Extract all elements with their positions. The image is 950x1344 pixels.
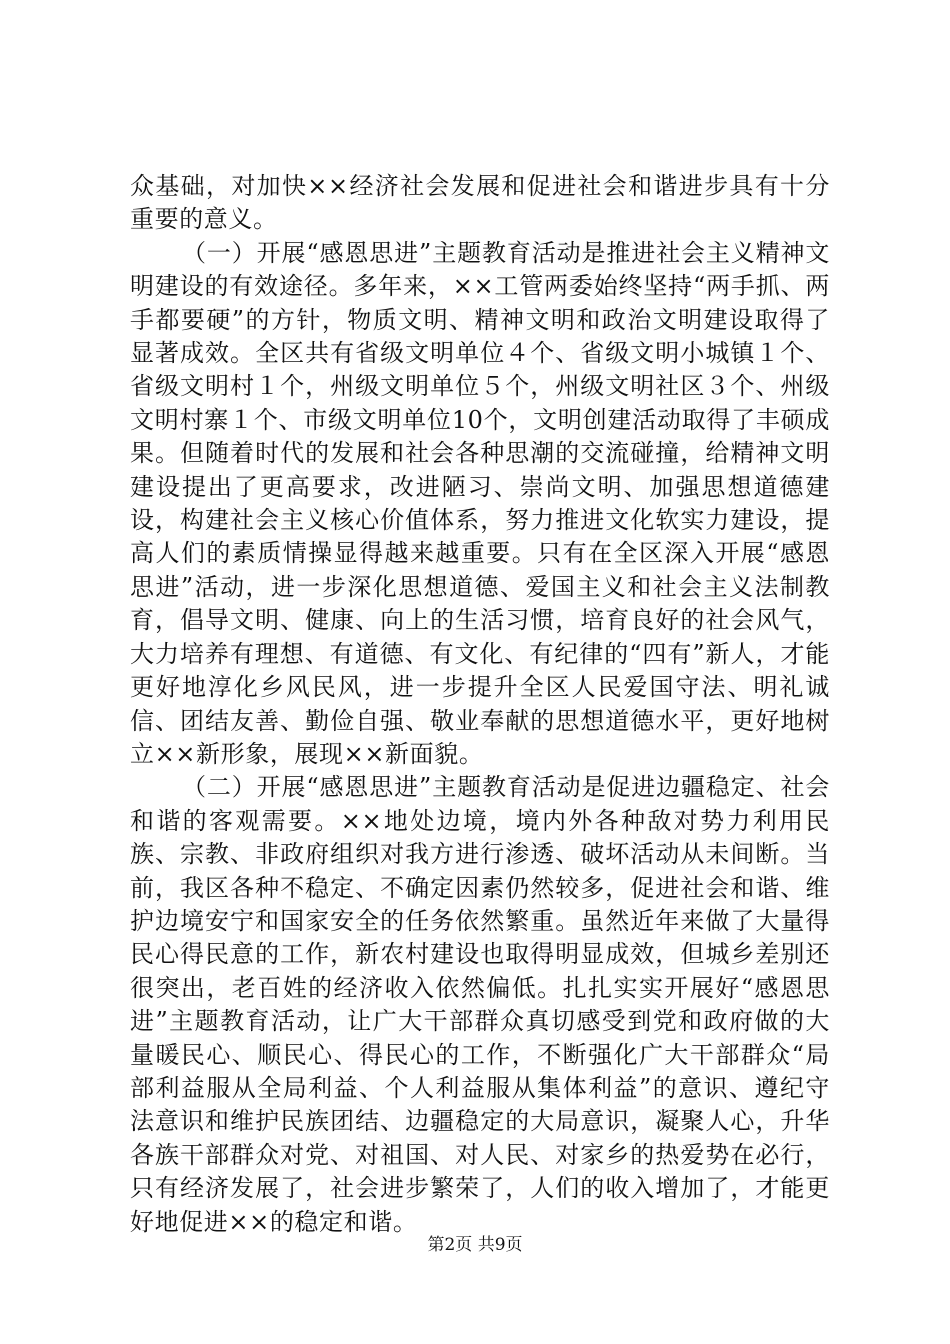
paragraph-intro-continuation: 众基础，对加快××经济社会发展和促进社会和谐进步具有十分重要的意义。 [130,172,830,234]
document-body [130,170,830,1239]
page-number-footer: 第2页 共9页 [427,1235,523,1255]
paragraph-section-1: （一）开展“感恩思进”主题教育活动是推进社会主义精神文明建设的有效途径。多年来，××工管两委始终坚持“两手抓、两手都要硬”的方针，物质文明、精神文明和政治文明建设取得了显著成效。全区共有省级文明单位４个、省级文明小城镇１个、省级文明村１个，州级文明单位５个，州级文明社区３个、州级文明村寨１个、市级文明单位10个，文明创建活动取得了丰硕成果。但随着时代的发展和社会各种思潮的交流碰撞，给精神文明建设提出了更高要求，改进陋习、崇尚文明、加强思想道德建设，构建社会主义核心价值体系，努力推进文化软实力建设，提高人们的素质情操显得越来越重要。只有在全区深入开展“感恩思进”活动，进一步深化思想道德、爱国主义和社会主义法制教育，倡导文明、健康、向上的生活习惯，培育良好的社会风气，大力培养有理想、有道德、有文化、有纪律的“四有”新人，才能更好地淳化乡风民风，进一步提升全区人民爱国守法、明礼诚信、团结友善、勤俭自强、敬业奉献的思想道德水平，更好地树立××新形象，展现××新面貌。 [130,238,830,768]
paragraph-section-2: （二）开展“感恩思进”主题教育活动是促进边疆稳定、社会和谐的客观需要。××地处边境，境内外各种敌对势力利用民族、宗教、非政府组织对我方进行渗透、破坏活动从未间断。当前，我区各种不稳定、不确定因素仍然较多，促进社会和谐、维护边境安宁和国家安全的任务依然繁重。虽然近年来做了大量得民心得民意的工作，新农村建设也取得明显成效，但城乡差别还很突出，老百姓的经济收入依然偏低。扎扎实实开展好“感恩思进”主题教育活动，让广大干部群众真切感受到党和政府做的大量暖民心、顺民心、得民心的工作，不断强化广大干部群众“局部利益服从全局利益、个人利益服从集体利益”的意识、遵纪守法意识和维护民族团结、边疆稳定的大局意识，凝聚人心，升华各族干部群众对党、对祖国、对人民、对家乡的热爱势在必行，只有经济发展了，社会进步繁荣了，人们的收入增加了，才能更好地促进××的稳定和谐。 [130,773,830,1236]
